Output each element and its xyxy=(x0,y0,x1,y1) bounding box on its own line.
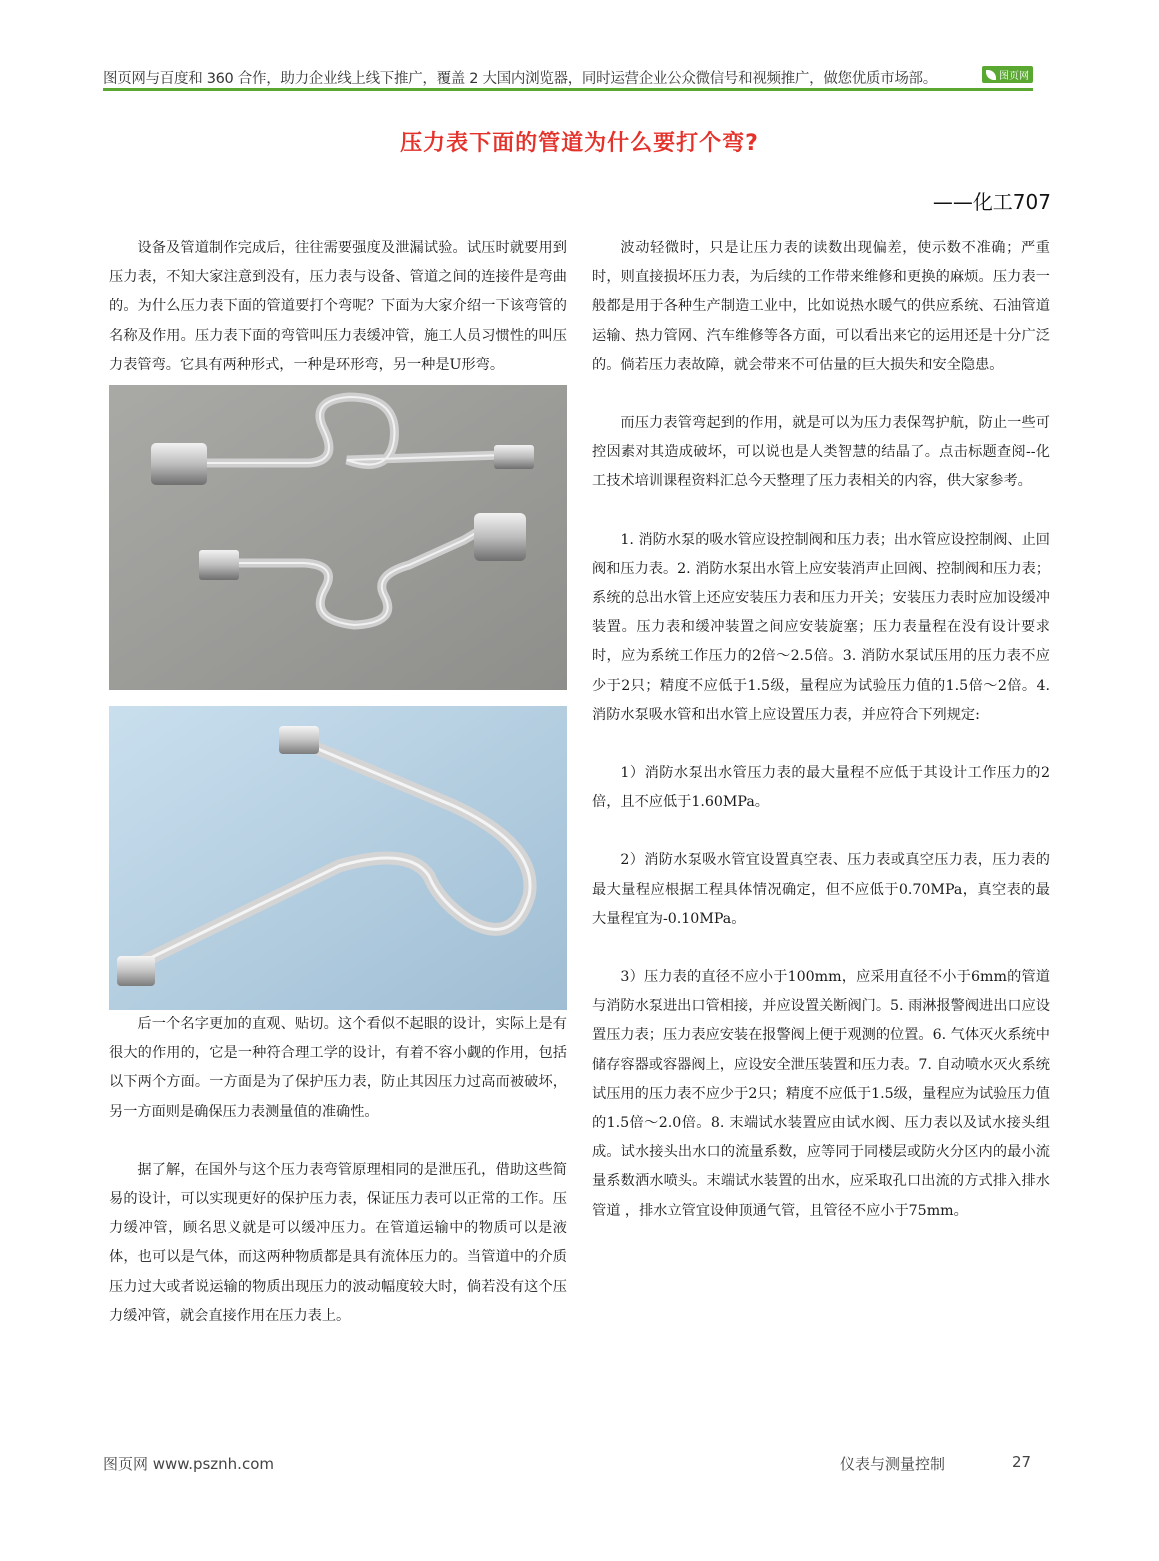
paragraph: 据了解，在国外与这个压力表弯管原理相同的是泄压孔，借助这些简易的设计，可以实现更好的保护压力表，保证压力表可以正常的工作。压力缓冲管，顾名思义就是可以缓冲压力。在管道运输中的物质可以是液体，也可以是气体，而这两种物质都是具有流体压力的。当管道中的介质压力过大或者说运输的物质出现压力的波动幅度较大时，倘若没有这个压力缓冲管，就会直接作用在压力表上。 xyxy=(109,1161,567,1324)
header-banner xyxy=(103,66,1033,91)
right-column xyxy=(592,234,1050,1226)
paragraph-gap xyxy=(109,1127,567,1156)
leaf-icon xyxy=(986,70,996,80)
paragraph-gap xyxy=(592,817,1050,846)
paragraph: 2）消防水泵吸水管宜设置真空表、压力表或真空压力表，压力表的最大量程应根据工程具体情况确定，但不应低于0.70MPa，真空表的最大量程宜为-0.10MPa。 xyxy=(592,852,1050,927)
header-banner-text: 图页网与百度和 360 合作，助力企业线上线下推广，覆盖 2 大国内浏览器，同时运营企业公众微信号和视频推广，做您优质市场部。 xyxy=(103,71,937,87)
paragraph: 而压力表管弯起到的作用，就是可以为压力表保驾护航，防止一些可控因素对其造成破坏，可以说也是人类智慧的结晶了。点击标题查阅--化工技术培训课程资料汇总今天整理了压力表相关的内容，供大家参考。 xyxy=(592,415,1050,490)
footer-section: 仪表与测量控制 xyxy=(840,1455,946,1473)
footer-site[interactable]: 图页网 www.psznh.com xyxy=(103,1455,274,1473)
paragraph: 波动轻微时，只是让压力表的读数出现偏差，使示数不准确；严重时，则直接损坏压力表，为后续的工作带来维修和更换的麻烦。压力表一般都是用于各种生产制造工业中，比如说热水暖气的供应系统、石油管道运输、热力管网、汽车维修等各方面，可以看出来它的运用还是十分广泛的。倘若压力表故障，就会带来不可估量的巨大损失和安全隐患。 xyxy=(592,240,1050,373)
paragraph: 后一个名字更加的直观、贴切。这个看似不起眼的设计，实际上是有很大的作用的，它是一种符合理工学的设计，有着不容小觑的作用，包括以下两个方面。一方面是为了保护压力表，防止其因压力过高而被破坏，另一方面则是确保压力表测量值的准确性。 xyxy=(109,1016,567,1120)
paragraph-gap xyxy=(592,497,1050,526)
paragraph-gap xyxy=(592,380,1050,409)
article-byline: ——化工707 xyxy=(932,190,1051,214)
paragraph: 1. 消防水泵的吸水管应设控制阀和压力表；出水管应设控制阀、止回阀和压力表。2. 消防水泵出水管上应安装消声止回阀、控制阀和压力表；系统的总出水管上还应安装压力表和压力开关；安装压力表时应加设缓冲装置。压力表和缓冲装置之间应安装旋塞；压力表量程在没有设计要求时，应为系统工作压力的2倍～2.5倍。3. 消防水泵试压用的压力表不应少于2只；精度不应低于1.5级，量程应为试验压力值的1.5倍～2倍。4. 消防水泵吸水管和出水管上应设置压力表，并应符合下列规定: xyxy=(592,531,1050,723)
header-logo[interactable] xyxy=(982,66,1033,83)
paragraph-gap xyxy=(592,730,1050,759)
paragraph: 3）压力表的直径不应小于100mm，应采用直径不小于6mm的管道与消防水泵进出口管相接，并应设置关断阀门。5. 雨淋报警阀进出口应设置压力表；压力表应安装在报警阀上便于观测的位置。6. 气体灭火系统中储存容器或容器阀上，应设安全泄压装置和压力表。7. 自动喷水灭火系统试压用的压力表不应少于2只；精度不应低于1.5级，量程应为试验压力值的1.5倍～2.0倍。8. 末端试水装置应由试水阀、压力表以及试水接头组成。试水接头出水口的流量系数，应等同于同楼层或防火分区内的最小流量系数洒水喷头。末端试水装置的出水，应采取孔口出流的方式排入排水管道 ，排水立管宜设伸顶通气管，且管径不应小于75mm。 xyxy=(592,969,1050,1219)
article-title: 压力表下面的管道为什么要打个弯? xyxy=(400,131,759,156)
header-logo-text: 图页网 xyxy=(999,71,1029,82)
coil-siphon-photo xyxy=(109,385,567,690)
left-column xyxy=(109,234,567,1331)
u-siphon-photo xyxy=(109,706,567,1010)
paragraph: 1）消防水泵出水管压力表的最大量程不应低于其设计工作压力的2倍，且不应低于1.60MPa。 xyxy=(592,765,1050,811)
paragraph: 设备及管道制作完成后，往往需要强度及泄漏试验。试压时就要用到压力表，不知大家注意到没有，压力表与设备、管道之间的连接件是弯曲的。为什么压力表下面的管道要打个弯呢？下面为大家介绍一下该弯管的名称及作用。压力表下面的弯管叫压力表缓冲管，施工人员习惯性的叫压力表管弯。它具有两种形式，一种是环形弯，另一种是U形弯。 xyxy=(109,240,567,373)
footer-page-number: 27 xyxy=(1012,1453,1032,1471)
paragraph-gap xyxy=(592,934,1050,963)
